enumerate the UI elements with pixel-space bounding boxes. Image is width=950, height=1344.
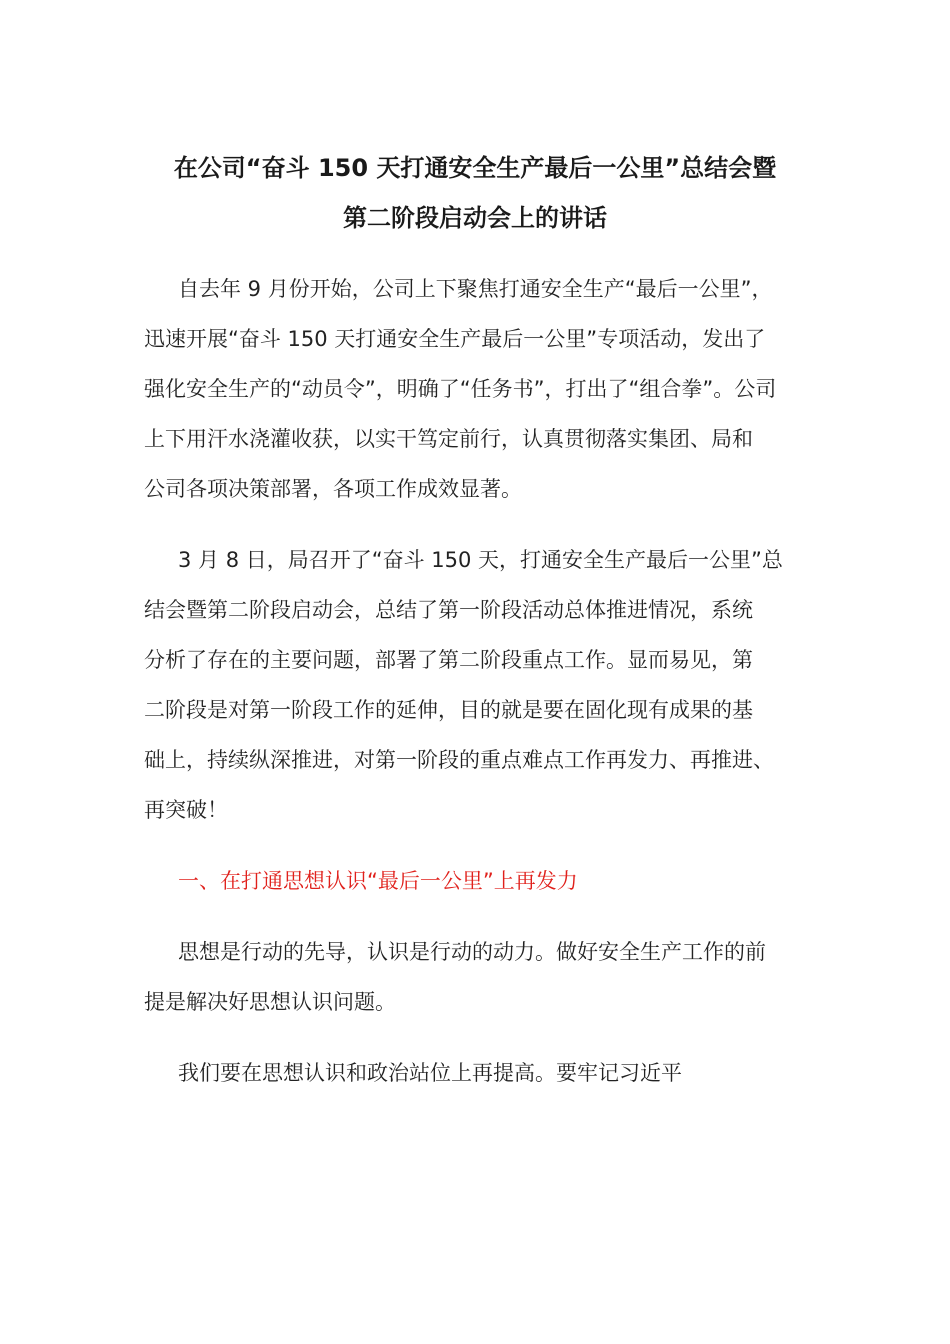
- paragraph-2-line-1: 3 月 8 日，局召开了“奋斗 150 天，打通安全生产最后一公里”总: [178, 548, 783, 572]
- paragraph-3-line-1: 思想是行动的先导，认识是行动的动力。做好安全生产工作的前: [178, 940, 766, 964]
- paragraph-4-line-1: 我们要在思想认识和政治站位上再提高。要牢记习近平: [178, 1061, 682, 1085]
- paragraph-3-line-2: 提是解决好思想认识问题。: [144, 990, 396, 1014]
- paragraph-2-line-3: 分析了存在的主要问题，部署了第二阶段重点工作。显而易见，第: [144, 648, 753, 672]
- paragraph-2-line-4: 二阶段是对第一阶段工作的延伸，目的就是要在固化现有成果的基: [144, 698, 753, 722]
- paragraph-1-line-5: 公司各项决策部署，各项工作成效显著。: [144, 477, 522, 501]
- paragraph-2-line-6: 再突破！: [144, 798, 228, 822]
- paragraph-1-line-2: 迅速开展“奋斗 150 天打通安全生产最后一公里”专项活动，发出了: [144, 327, 766, 351]
- paragraph-2-line-5: 础上，持续纵深推进，对第一阶段的重点难点工作再发力、再推进、: [144, 748, 774, 772]
- paragraph-1-line-3: 强化安全生产的“动员令”，明确了“任务书”，打出了“组合拳”。公司: [144, 377, 777, 401]
- paragraph-1-line-4: 上下用汗水浇灌收获，以实干笃定前行，认真贯彻落实集团、局和: [144, 427, 753, 451]
- paragraph-2-line-2: 结会暨第二阶段启动会，总结了第一阶段活动总体推进情况，系统: [144, 598, 753, 622]
- document-title-line-1: 在公司“奋斗 150 天打通安全生产最后一公里”总结会暨: [173, 154, 777, 182]
- section-1-heading: 一、在打通思想认识“最后一公里”上再发力: [178, 869, 578, 893]
- paragraph-1-line-1: 自去年 9 月份开始，公司上下聚焦打通安全生产“最后一公里”，: [178, 277, 773, 301]
- document-title-line-2: 第二阶段启动会上的讲话: [343, 204, 607, 232]
